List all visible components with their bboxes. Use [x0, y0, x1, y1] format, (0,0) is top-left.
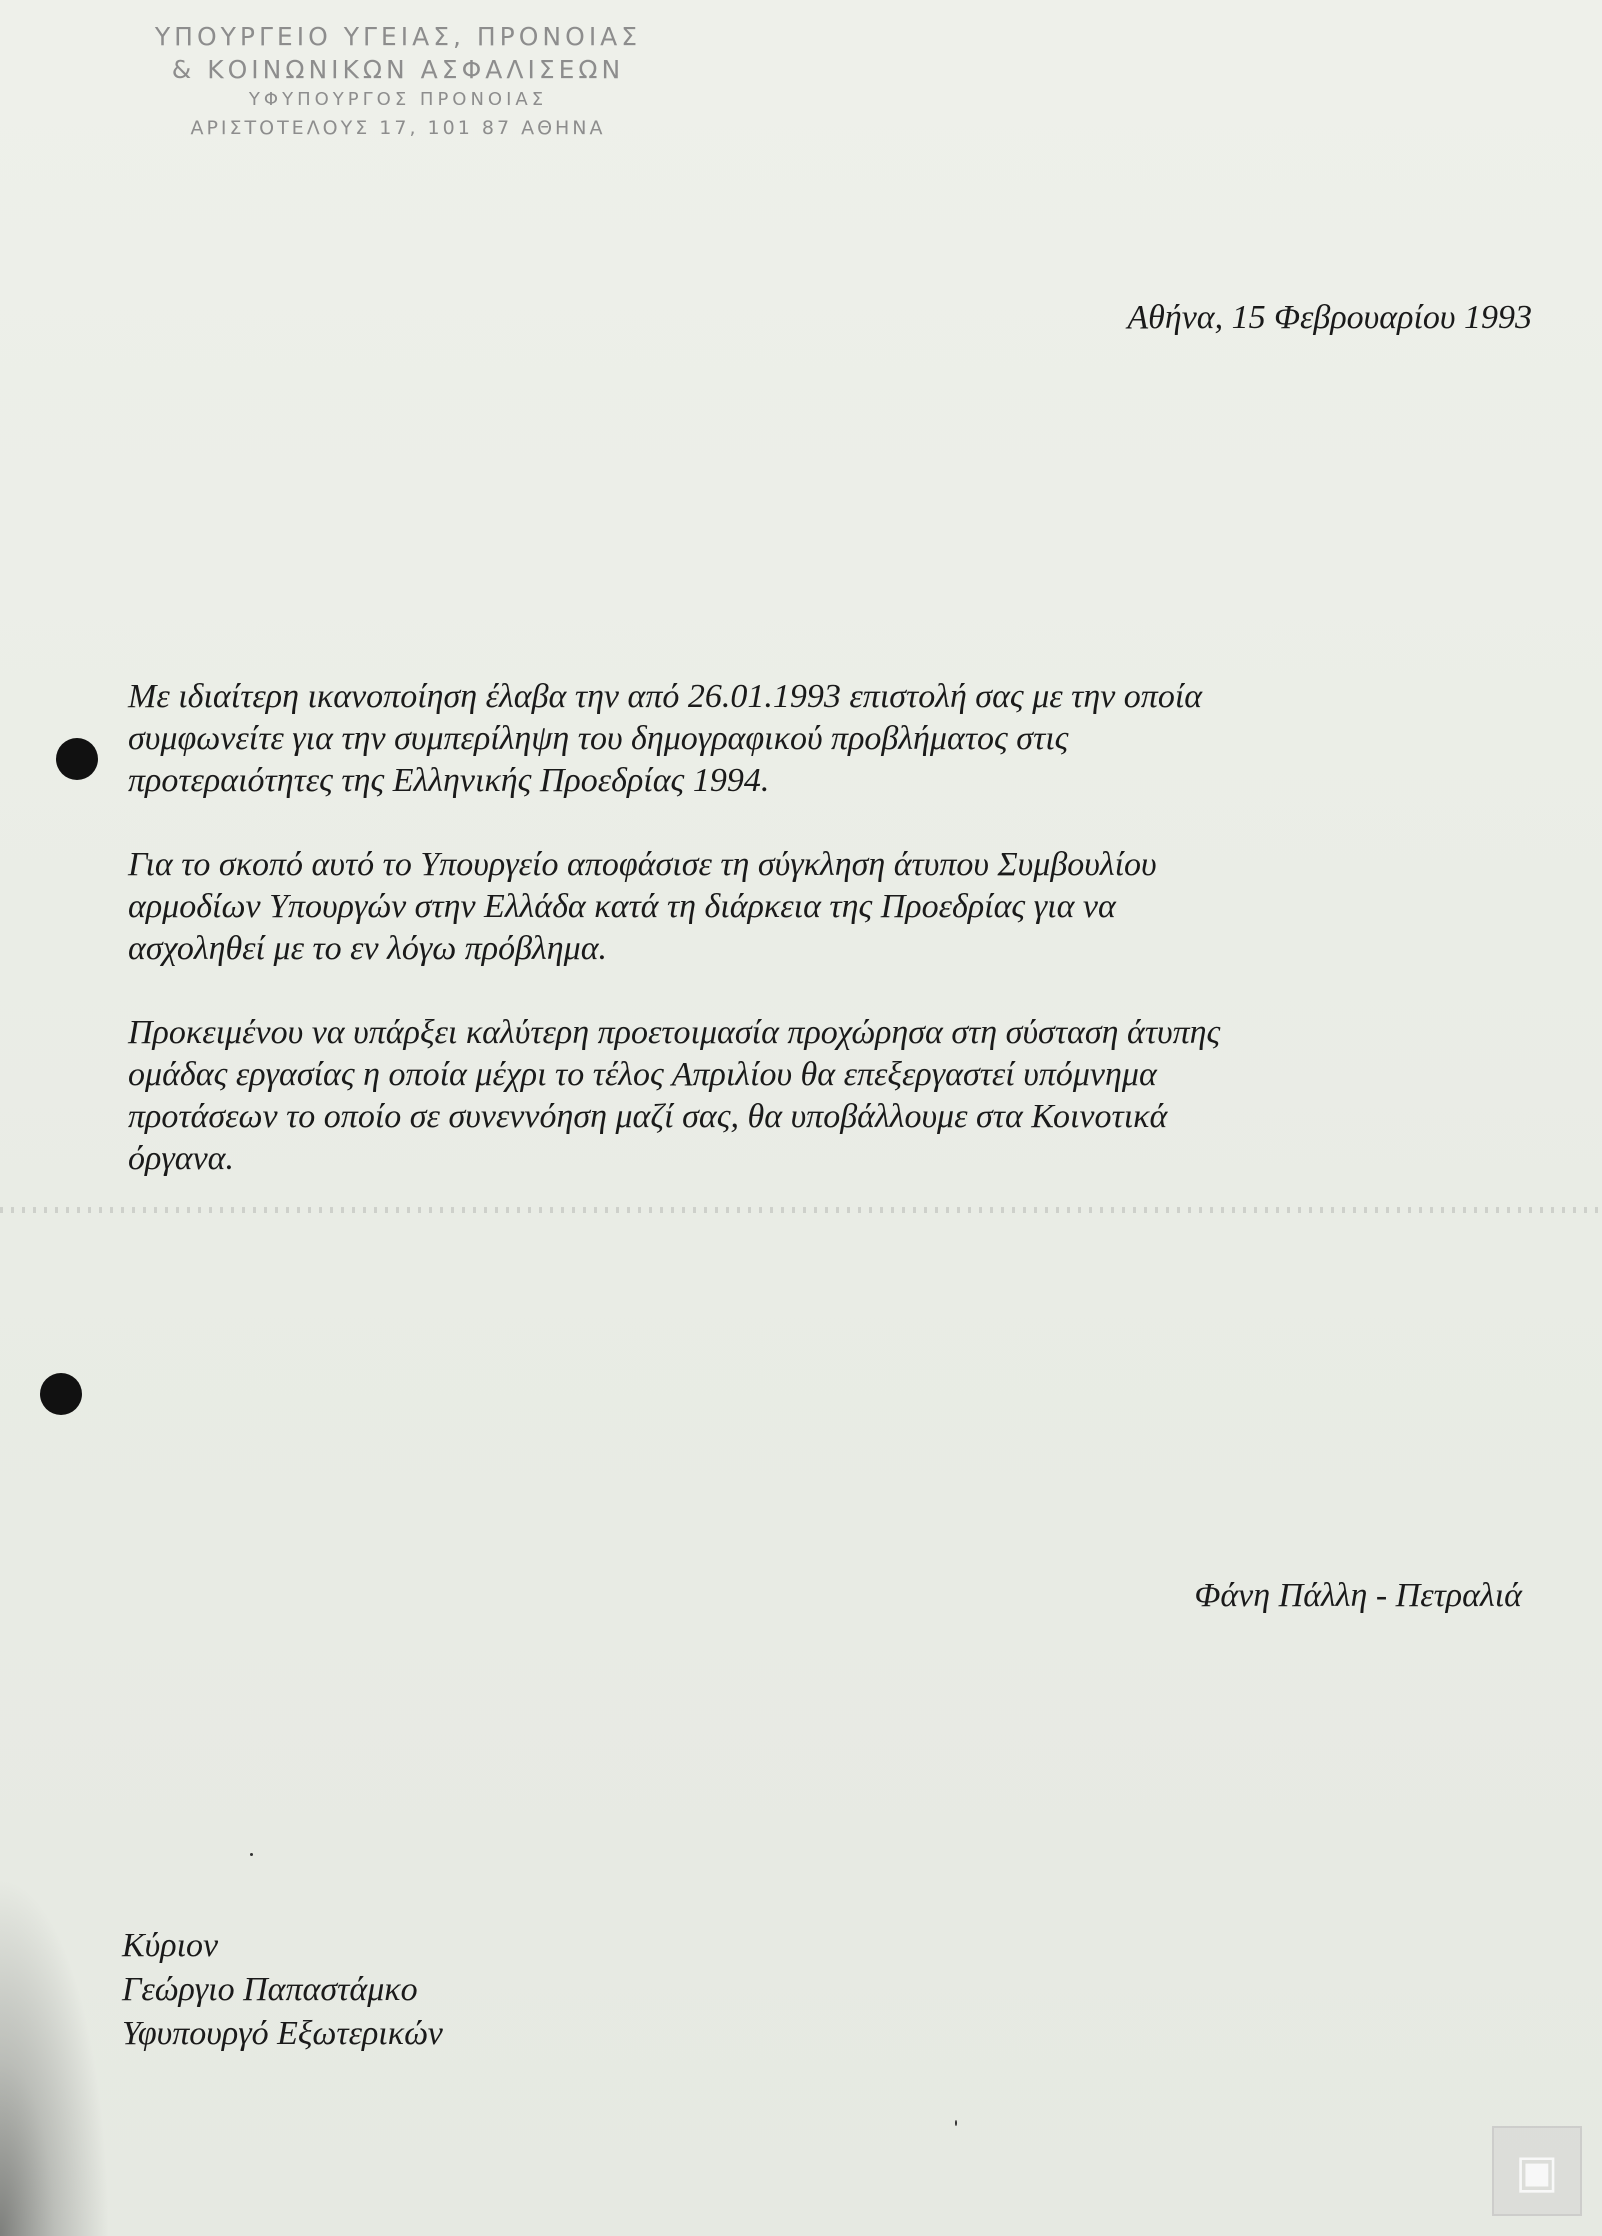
punch-hole-top: [56, 738, 98, 780]
addressee-name: Γεώργιο Παπαστάμκο: [122, 1971, 418, 2008]
letterhead-office: ΥΦΥΠΟΥΡΓΟΣ ΠΡΟΝΟΙΑΣ: [248, 89, 548, 110]
letter-date: Αθήνα, 15 Φεβρουαρίου 1993: [1127, 299, 1532, 336]
body-paragraph-3: Προκειμένου να υπάρξει καλύτερη προετοιμασία προχώρησα στη σύσταση άτυπης ομάδας εργασίας η οποία μέχρι το τέλος Απριλίου θα επεξεργαστεί υπόμνημα προτάσεων το οποίο σε συνεννόηση μαζί σας, θα υποβάλλουμε στα Κοινοτικά όργανα.: [128, 1014, 1221, 1177]
body-paragraph-2: Για το σκοπό αυτό το Υπουργείο αποφάσισε τη σύγκληση άτυπου Συμβουλίου αρμοδίων Υπουργών στην Ελλάδα κατά τη διάρκεια της Προεδρίας για να ασχοληθεί με το εν λόγω πρόβλημα.: [128, 846, 1157, 967]
letterhead-address: ΑΡΙΣΤΟΤΕΛΟΥΣ 17, 101 87 ΑΘΗΝΑ: [190, 117, 606, 139]
letterhead: [118, 20, 678, 142]
scan-shadow: [0, 1876, 110, 2236]
letterhead-ministry: ΥΠΟΥΡΓΕΙΟ ΥΓΕΙΑΣ, ΠΡΟΝΟΙΑΣ: [154, 22, 642, 51]
signature-name: Φάνη Πάλλη - Πετραλιά: [1194, 1577, 1522, 1614]
letter-body: [128, 676, 1498, 1222]
letterhead-ministry-cont: & ΚΟΙΝΩΝΙΚΩΝ ΑΣΦΑΛΙΣΕΩΝ: [171, 55, 625, 84]
punch-hole-bottom: [40, 1373, 82, 1415]
addressee-salutation: Κύριον: [122, 1927, 219, 1964]
fold-crease: [0, 1207, 1602, 1213]
addressee-title: Υφυπουργό Εξωτερικών: [122, 2015, 443, 2052]
ink-speck: [955, 2120, 957, 2126]
archive-stamp-icon: ▣: [1492, 2126, 1582, 2216]
ink-speck: [250, 1853, 253, 1856]
addressee-block: [122, 1924, 443, 2056]
body-paragraph-1: Με ιδιαίτερη ικανοποίηση έλαβα την από 26.01.1993 επιστολή σας με την οποία συμφωνείτε για την συμπερίληψη του δημογραφικού προβλήματος στις προτεραιότητες της Ελληνικής Προεδρίας 1994.: [128, 678, 1203, 799]
